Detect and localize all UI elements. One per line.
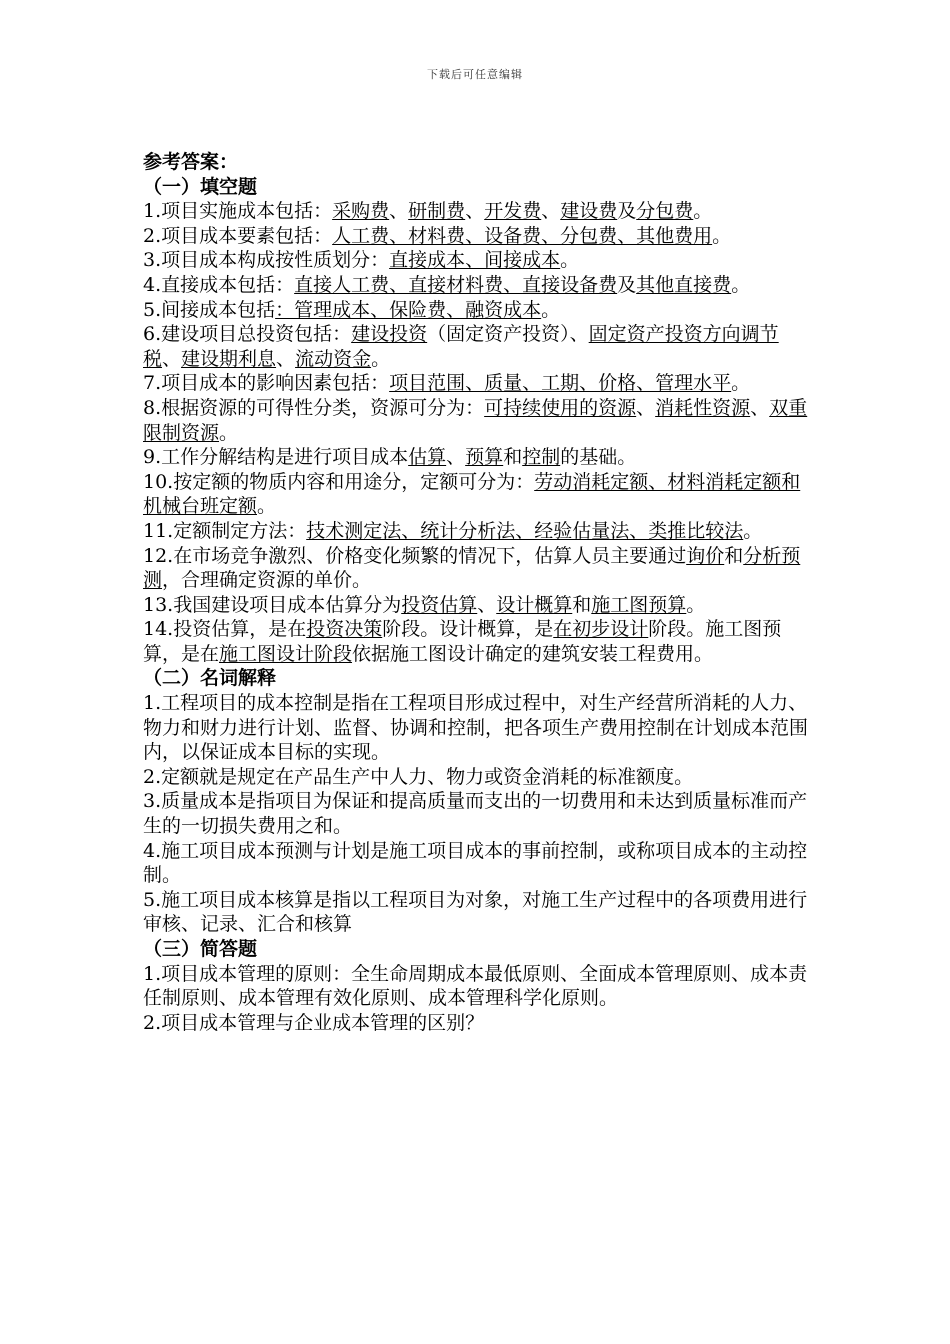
text-segment: 及 xyxy=(617,273,637,296)
text-segment: 、 xyxy=(636,396,656,419)
text-segment: 及 xyxy=(617,200,637,223)
answer-item xyxy=(143,617,811,666)
text-segment: 。 xyxy=(541,298,561,321)
underlined-answer: 项目范围、质量、工期、价格、管理水平 xyxy=(389,372,732,395)
text-segment: 。 xyxy=(686,593,706,616)
answer-item xyxy=(143,199,811,224)
underlined-answer: 研制费 xyxy=(408,200,466,223)
answer-item xyxy=(143,273,811,298)
underlined-answer: 施工图设计阶段 xyxy=(219,642,353,665)
answer-item xyxy=(143,519,811,544)
text-segment: 2.定额就是规定在产品生产中人力、物力或资金消耗的标准额度。 xyxy=(143,765,694,788)
text-segment: 阶段。设计概算，是 xyxy=(382,618,554,641)
underlined-answer: 采购费 xyxy=(332,200,390,223)
underlined-answer: ：管理成本、保险费、融资成本 xyxy=(275,298,542,321)
text-segment: 2.项目成本管理与企业成本管理的区别？ xyxy=(143,1011,485,1034)
answer-item xyxy=(143,298,811,323)
text-segment: 1.项目实施成本包括： xyxy=(143,200,333,223)
underlined-answer: 施工图预算 xyxy=(591,593,687,616)
text-segment: 、 xyxy=(750,396,770,419)
text-segment: 1.项目成本管理的原则：全生命周期成本最低原则、全面成本管理原则、成本责任制原则、成本管理有效化原则、成本管理科学化原则。 xyxy=(143,962,808,1010)
text-segment: 和 xyxy=(724,544,744,567)
answer-item xyxy=(143,396,811,445)
answer-item xyxy=(143,765,811,790)
text-segment: 5.间接成本包括 xyxy=(143,298,276,321)
underlined-answer: 技术测定法、统计分析法、经验估量法、类推比较法 xyxy=(306,519,744,542)
underlined-answer: 分包费 xyxy=(636,200,694,223)
text-segment: 3.质量成本是指项目为保证和提高质量而支出的一切费用和未达到质量标准而产生的一切损失费用之和。 xyxy=(143,790,808,838)
text-segment: 。 xyxy=(693,200,713,223)
text-segment: 13.我国建设项目成本估算分为 xyxy=(143,593,402,616)
underlined-answer: 双重限制资源 xyxy=(143,396,808,444)
text-segment: 、 xyxy=(276,347,296,370)
underlined-answer: 建设投资 xyxy=(351,323,428,346)
text-segment: 4.直接成本包括： xyxy=(143,273,295,296)
text-segment: 10.按定额的物质内容和用途分，定额可分为： xyxy=(143,470,535,493)
underlined-answer: 建设期利息 xyxy=(181,347,277,370)
text-segment: 和 xyxy=(503,446,523,469)
document-title: 参考答案： xyxy=(143,151,239,173)
text-segment: 。 xyxy=(712,224,732,247)
answer-item xyxy=(143,322,811,371)
underlined-answer: 固定资产投资方向调节税 xyxy=(143,323,779,370)
answer-item xyxy=(143,789,811,838)
text-segment: 、 xyxy=(465,200,485,223)
text-segment: 和 xyxy=(572,593,592,616)
underlined-answer: 消耗性资源 xyxy=(655,396,751,419)
text-segment: 、 xyxy=(446,446,466,469)
text-segment: 、 xyxy=(162,347,182,370)
text-segment: 5.施工项目成本核算是指以工程项目为对象，对施工生产过程中的各项费用进行审核、记录、汇合和核算 xyxy=(143,888,808,936)
underlined-answer: 分析预测 xyxy=(143,544,801,592)
text-segment: 6.建设项目总投资包括： xyxy=(143,323,352,346)
underlined-answer: 直接成本、间接成本 xyxy=(389,249,561,272)
text-segment: 8.根据资源的可得性分类，资源可分为： xyxy=(143,396,485,419)
underlined-answer: 投资估算 xyxy=(401,593,478,616)
text-segment: 、 xyxy=(477,593,497,616)
text-segment: 4.施工项目成本预测与计划是施工项目成本的事前控制，或称项目成本的主动控制。 xyxy=(143,839,808,887)
underlined-answer: 流动资金 xyxy=(295,347,372,370)
text-segment: 、 xyxy=(541,200,561,223)
answer-item xyxy=(143,248,811,273)
text-segment: 。 xyxy=(371,347,391,370)
text-segment: 14.投资估算，是在 xyxy=(143,618,307,641)
section-heading: （一）填空题 xyxy=(143,175,258,198)
underlined-answer: 投资决策 xyxy=(306,618,383,641)
text-segment: 阶段。施工图预算，是在 xyxy=(143,618,782,665)
text-segment: 依据施工图设计确定的建筑安装工程费用。 xyxy=(352,642,714,665)
underlined-answer: 估算 xyxy=(408,446,447,469)
answer-item xyxy=(143,691,811,765)
document-body xyxy=(143,150,811,1035)
underlined-answer: 在初步设计 xyxy=(553,618,649,641)
underlined-answer: 可持续使用的资源 xyxy=(484,396,637,419)
answer-item xyxy=(143,470,811,519)
underlined-answer: 开发费 xyxy=(484,200,542,223)
underlined-answer: 人工费、材料费、设备费、分包费、其他费用 xyxy=(332,224,713,247)
section-heading: （三）简答题 xyxy=(143,938,258,960)
section-heading: （二）名词解释 xyxy=(143,667,277,690)
text-segment: （固定资产投资）、 xyxy=(427,323,589,346)
answer-item xyxy=(143,593,811,618)
answer-item xyxy=(143,888,811,937)
text-segment: 。 xyxy=(743,519,763,542)
underlined-answer: 直接人工费、直接材料费、直接设备费 xyxy=(294,273,618,296)
text-segment: 2.项目成本要素包括： xyxy=(143,224,333,247)
text-segment: 7.项目成本的影响因素包括： xyxy=(143,372,390,395)
text-segment: 11.定额制定方法： xyxy=(143,519,307,542)
text-segment: 。 xyxy=(731,372,751,395)
text-segment: 、 xyxy=(389,200,409,223)
text-segment: 。 xyxy=(731,273,751,296)
underlined-answer: 询价 xyxy=(686,544,725,567)
text-segment: 3.项目成本构成按性质划分： xyxy=(143,249,390,272)
underlined-answer: 预算 xyxy=(465,446,504,469)
underlined-answer: 建设费 xyxy=(560,200,618,223)
page-header: 下载后可任意编辑 xyxy=(427,68,523,81)
answer-item xyxy=(143,224,811,249)
text-segment: 9.工作分解结构是进行项目成本 xyxy=(143,446,409,469)
answer-item xyxy=(143,371,811,396)
answer-item xyxy=(143,962,811,1011)
answer-item xyxy=(143,839,811,888)
underlined-answer: 劳动消耗定额、材料消耗定额和机械台班定额 xyxy=(143,470,801,518)
text-segment: 。 xyxy=(219,421,239,444)
underlined-answer: 控制 xyxy=(522,446,561,469)
underlined-answer: 其他直接费 xyxy=(636,273,732,296)
underlined-answer: 设计概算 xyxy=(496,593,573,616)
text-segment: ，合理确定资源的单价。 xyxy=(162,569,372,592)
answer-item xyxy=(143,445,811,470)
text-segment: 1.工程项目的成本控制是指在工程项目形成过程中，对生产经营所消耗的人力、物力和财力进行计划、监督、协调和控制，把各项生产费用控制在计划成本范围内，以保证成本目标的实现。 xyxy=(143,692,809,764)
text-segment: 。 xyxy=(257,495,277,518)
answer-item xyxy=(143,544,811,593)
text-segment: 。 xyxy=(560,249,580,272)
answer-item xyxy=(143,1011,811,1036)
text-segment: 12.在市场竞争激烈、价格变化频繁的情况下，估算人员主要通过 xyxy=(143,544,687,567)
text-segment: 的基础。 xyxy=(560,446,637,469)
